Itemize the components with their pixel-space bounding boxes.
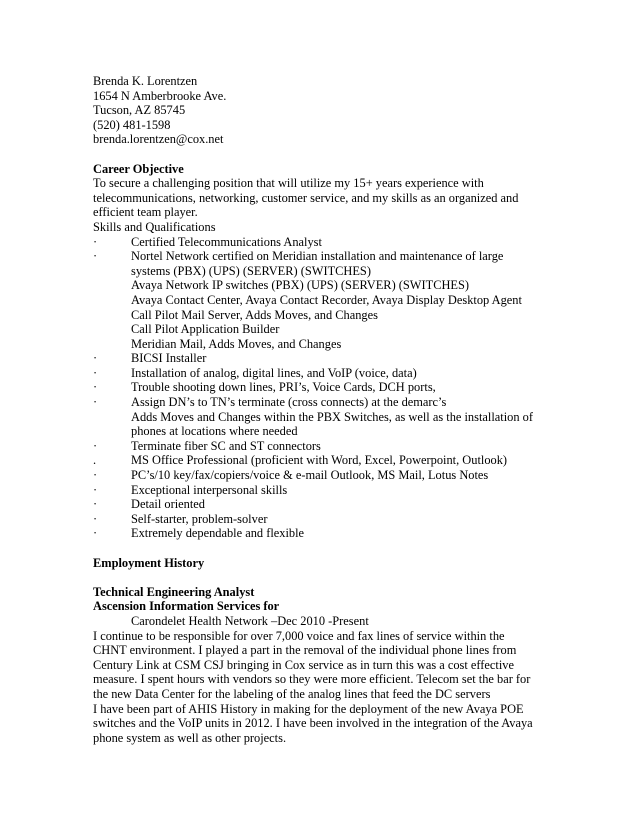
contact-name: Brenda K. Lorentzen [93, 74, 198, 88]
contact-phone: (520) 481-1598 [93, 117, 171, 132]
bullet-marker: · [93, 365, 98, 380]
skill-item [93, 366, 623, 381]
job-description-line: the new Data Center for the labeling of the analog lines that feed the DC servers [93, 686, 491, 701]
skill-text: phones at locations where needed [131, 424, 298, 439]
skill-text: Nortel Network certified on Meridian installation and maintenance of large [131, 249, 504, 264]
skill-text: Call Pilot Application Builder [131, 322, 280, 337]
job-description [93, 629, 623, 746]
bullet-marker: · [93, 526, 98, 541]
skill-text: Avaya Contact Center, Avaya Contact Recorder, Avaya Display Desktop Agent [131, 292, 522, 307]
skill-item [93, 468, 623, 483]
spacer [93, 570, 623, 585]
contact-email: brenda.lorentzen@cox.net [93, 132, 224, 147]
employment-heading: Employment History [93, 555, 205, 570]
skill-item [93, 439, 623, 454]
skill-text: Self-starter, problem-solver [131, 511, 268, 526]
bullet-marker: · [93, 482, 98, 497]
skill-item [93, 380, 623, 395]
skills-list [93, 235, 623, 541]
job-description-line: I have been part of AHIS History in making for the deployment of the new Avaya POE [93, 701, 524, 716]
job-title: Technical Engineering Analyst [93, 584, 255, 599]
job-description-line: Century Link at CSM CSJ bringing in Cox service as in turn this was a cost effective [93, 657, 514, 672]
skill-text: PC’s/10 key/fax/copiers/voice & e-mail Outlook, MS Mail, Lotus Notes [131, 468, 489, 483]
skills-section [93, 220, 623, 541]
skill-text: MS Office Professional (proficient with Word, Excel, Powerpoint, Outlook) [131, 453, 508, 468]
skill-text: Exceptional interpersonal skills [131, 482, 288, 497]
job-company: Ascension Information Services for [93, 599, 280, 614]
skill-text: Terminate fiber SC and ST connectors [131, 438, 321, 453]
skills-heading: Skills and Qualifications [93, 219, 216, 234]
skill-text: Adds Moves and Changes within the PBX Switches, as well as the installation of [131, 409, 533, 424]
skill-item [93, 453, 623, 468]
job-description-line: switches and the VoIP units in 2012. I have been involved in the integration of the Avaya [93, 716, 533, 731]
skill-text: Detail oriented [131, 497, 205, 512]
job-description-line: measure. I spent hours with vendors so they were more efficient. Telecom set the bar for [93, 672, 531, 687]
skill-item [93, 235, 623, 250]
skill-item [93, 497, 623, 512]
skill-text: Call Pilot Mail Server, Adds Moves, and Changes [131, 307, 378, 322]
skill-text: Extremely dependable and flexible [131, 526, 305, 541]
objective-heading: Career Objective [93, 161, 184, 176]
bullet-marker: · [93, 497, 98, 512]
objective-line: To secure a challenging position that will utilize my 15+ years experience with [93, 176, 484, 191]
objective-section [93, 162, 623, 220]
skill-text: Trouble shooting down lines, PRI’s, Voice Cards, DCH ports, [131, 380, 436, 395]
skill-text: systems (PBX) (UPS) (SERVER) (SWITCHES) [131, 263, 371, 278]
bullet-marker: · [93, 438, 98, 453]
job-description-line: I continue to be responsible for over 7,000 voice and fax lines of service within the [93, 628, 505, 643]
job-description-line: CHNT environment. I played a part in the removal of the individual phone lines from [93, 643, 517, 658]
objective-line: telecommunications, networking, customer service, and my skills as an organized and [93, 190, 519, 205]
skill-item [93, 249, 623, 351]
skill-text: Meridian Mail, Adds Moves, and Changes [131, 336, 342, 351]
bullet-marker: · [93, 511, 98, 526]
skill-text: Assign DN’s to TN’s terminate (cross connects) at the demarc’s [131, 395, 447, 410]
bullet-marker: . [93, 453, 97, 468]
skill-item [93, 395, 623, 439]
skill-item [93, 351, 623, 366]
spacer [93, 147, 623, 162]
objective-line: efficient team player. [93, 205, 198, 220]
skill-text: BICSI Installer [131, 351, 207, 366]
bullet-marker: · [93, 249, 98, 264]
skill-text: Installation of analog, digital lines, and VoIP (voice, data) [131, 365, 417, 380]
job-location-dates: Carondelet Health Network –Dec 2010 -Present [131, 613, 369, 628]
resume-page [93, 74, 623, 745]
bullet-marker: · [93, 351, 98, 366]
skill-item [93, 512, 623, 527]
contact-city: Tucson, AZ 85745 [93, 103, 186, 118]
contact-block [93, 74, 623, 147]
job-description-line: phone system as well as other projects. [93, 730, 287, 745]
bullet-marker: · [93, 395, 98, 410]
spacer [93, 541, 623, 556]
skill-text: Avaya Network IP switches (PBX) (UPS) (SERVER) (SWITCHES) [131, 278, 469, 293]
bullet-marker: · [93, 234, 98, 249]
skill-text: Certified Telecommunications Analyst [131, 234, 322, 249]
bullet-marker: · [93, 380, 98, 395]
contact-street: 1654 N Amberbrooke Ave. [93, 88, 227, 103]
skill-item [93, 526, 623, 541]
employment-section [93, 556, 623, 746]
skill-item [93, 483, 623, 498]
bullet-marker: · [93, 468, 98, 483]
